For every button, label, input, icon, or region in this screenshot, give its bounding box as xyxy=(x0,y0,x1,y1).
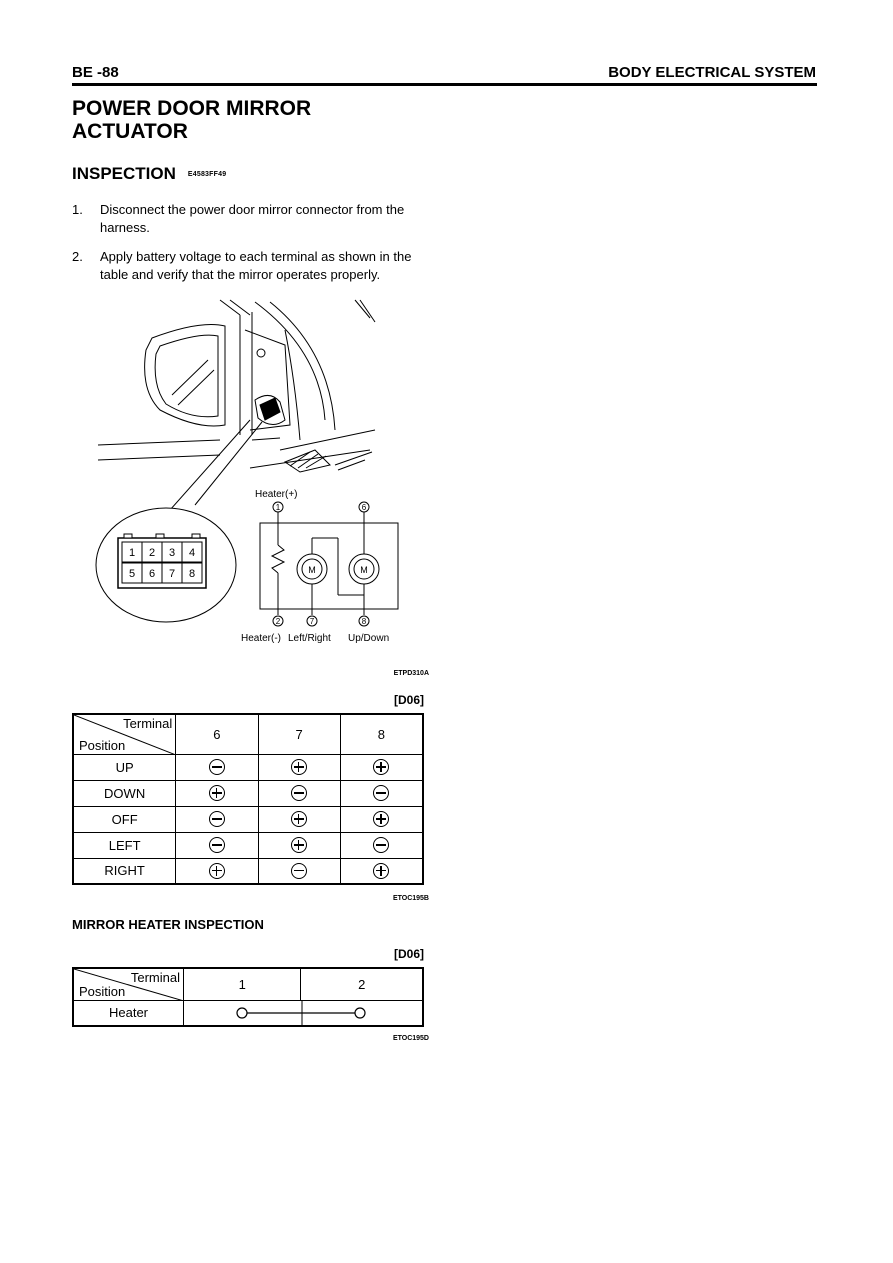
row-label: UP xyxy=(73,754,176,780)
plus-icon xyxy=(209,785,225,801)
inspection-code: E4583FF49 xyxy=(187,171,227,179)
corner-position: Position xyxy=(79,737,126,753)
step-number: 1. xyxy=(72,202,83,217)
col-header-2: 2 xyxy=(301,968,423,1000)
mirror-connector-figure xyxy=(80,290,440,655)
connector-pin-7: 7 xyxy=(168,568,176,580)
table-row xyxy=(73,832,423,858)
row-label: LEFT xyxy=(73,832,176,858)
table2-ref: [D06] xyxy=(393,947,424,961)
connector-pin-5: 5 xyxy=(128,568,136,580)
section-name: BODY ELECTRICAL SYSTEM xyxy=(608,64,816,81)
minus-icon xyxy=(209,837,225,853)
table-row xyxy=(73,780,423,806)
col-header-7: 7 xyxy=(258,714,340,754)
actuator-table xyxy=(72,713,424,885)
inspection-heading xyxy=(72,164,226,184)
table1-corner xyxy=(73,714,176,754)
step-1 xyxy=(72,201,432,237)
minus-icon xyxy=(291,785,307,801)
step-2 xyxy=(72,248,432,284)
pin-label-7: 7 xyxy=(309,617,315,626)
pin-label-2: 2 xyxy=(275,617,281,626)
corner-terminal: Terminal xyxy=(123,716,173,731)
mirror-illustration xyxy=(98,300,375,510)
motor-up-down: M xyxy=(360,565,368,575)
plus-icon xyxy=(291,837,307,853)
table-row xyxy=(73,806,423,832)
pin-label-6: 6 xyxy=(361,503,367,512)
label-heater-plus: Heater(+) xyxy=(255,489,298,500)
cell xyxy=(340,754,423,780)
wiring-schematic xyxy=(241,489,398,644)
connector-pin-6: 6 xyxy=(148,568,156,580)
step-number: 2. xyxy=(72,249,83,264)
cell xyxy=(258,832,340,858)
connector-pin-1: 1 xyxy=(128,547,136,559)
cell xyxy=(176,858,258,884)
minus-icon xyxy=(373,785,389,801)
title-line-1: POWER DOOR MIRROR xyxy=(72,97,312,120)
minus-icon xyxy=(209,811,225,827)
connector-pin-3: 3 xyxy=(168,547,176,559)
corner-position: Position xyxy=(79,983,126,999)
continuity-symbol xyxy=(184,1001,422,1025)
plus-icon xyxy=(373,863,389,879)
step-text: Disconnect the power door mirror connector from the harness. xyxy=(100,202,405,235)
cell xyxy=(176,806,258,832)
minus-icon xyxy=(373,837,389,853)
inspection-title: INSPECTION xyxy=(72,164,176,183)
col-header-6: 6 xyxy=(176,714,258,754)
table-row xyxy=(73,754,423,780)
cell xyxy=(258,858,340,884)
cell xyxy=(176,754,258,780)
pin-label-8: 8 xyxy=(361,617,367,626)
title-line-2: ACTUATOR xyxy=(72,120,188,143)
continuity-cell xyxy=(184,1000,424,1026)
row-label: Heater xyxy=(73,1000,184,1026)
connector-pin-4: 4 xyxy=(188,547,196,559)
cell xyxy=(176,780,258,806)
minus-icon xyxy=(291,863,307,879)
figure-code: ETPD310A xyxy=(393,670,429,677)
step-text: Apply battery voltage to each terminal as shown in the table and verify that the mirror operates properly. xyxy=(100,249,412,282)
col-header-8: 8 xyxy=(340,714,423,754)
cell xyxy=(340,858,423,884)
plus-icon xyxy=(373,759,389,775)
plus-icon xyxy=(209,863,225,879)
heater-heading: MIRROR HEATER INSPECTION xyxy=(72,917,264,932)
plus-icon xyxy=(291,759,307,775)
cell xyxy=(258,780,340,806)
plus-icon xyxy=(373,811,389,827)
corner-terminal: Terminal xyxy=(130,970,180,985)
table2-corner xyxy=(73,968,184,1000)
connector-face xyxy=(118,534,206,588)
page-number: BE -88 xyxy=(72,64,119,81)
row-label: DOWN xyxy=(73,780,176,806)
page-title xyxy=(72,97,472,143)
cell xyxy=(176,832,258,858)
minus-icon xyxy=(209,759,225,775)
motor-left-right: M xyxy=(308,565,316,575)
table1-ref: [D06] xyxy=(393,693,424,707)
connector-pin-8: 8 xyxy=(188,568,196,580)
connector-pin-2: 2 xyxy=(148,547,156,559)
cell xyxy=(340,832,423,858)
label-heater-minus: Heater(-) xyxy=(241,633,282,644)
pin-label-1: 1 xyxy=(275,503,281,512)
table-row xyxy=(73,858,423,884)
heater-table xyxy=(72,967,424,1027)
cell xyxy=(340,780,423,806)
cell xyxy=(340,806,423,832)
cell xyxy=(258,806,340,832)
row-label: RIGHT xyxy=(73,858,176,884)
cell xyxy=(258,754,340,780)
header-rule xyxy=(72,83,817,86)
table2-code: ETOC195D xyxy=(392,1035,429,1042)
plus-icon xyxy=(291,811,307,827)
col-header-1: 1 xyxy=(184,968,301,1000)
table-row xyxy=(73,1000,423,1026)
table1-code: ETOC195B xyxy=(392,895,429,902)
label-left-right: Left/Right xyxy=(288,633,331,644)
label-up-down: Up/Down xyxy=(348,633,390,644)
row-label: OFF xyxy=(73,806,176,832)
